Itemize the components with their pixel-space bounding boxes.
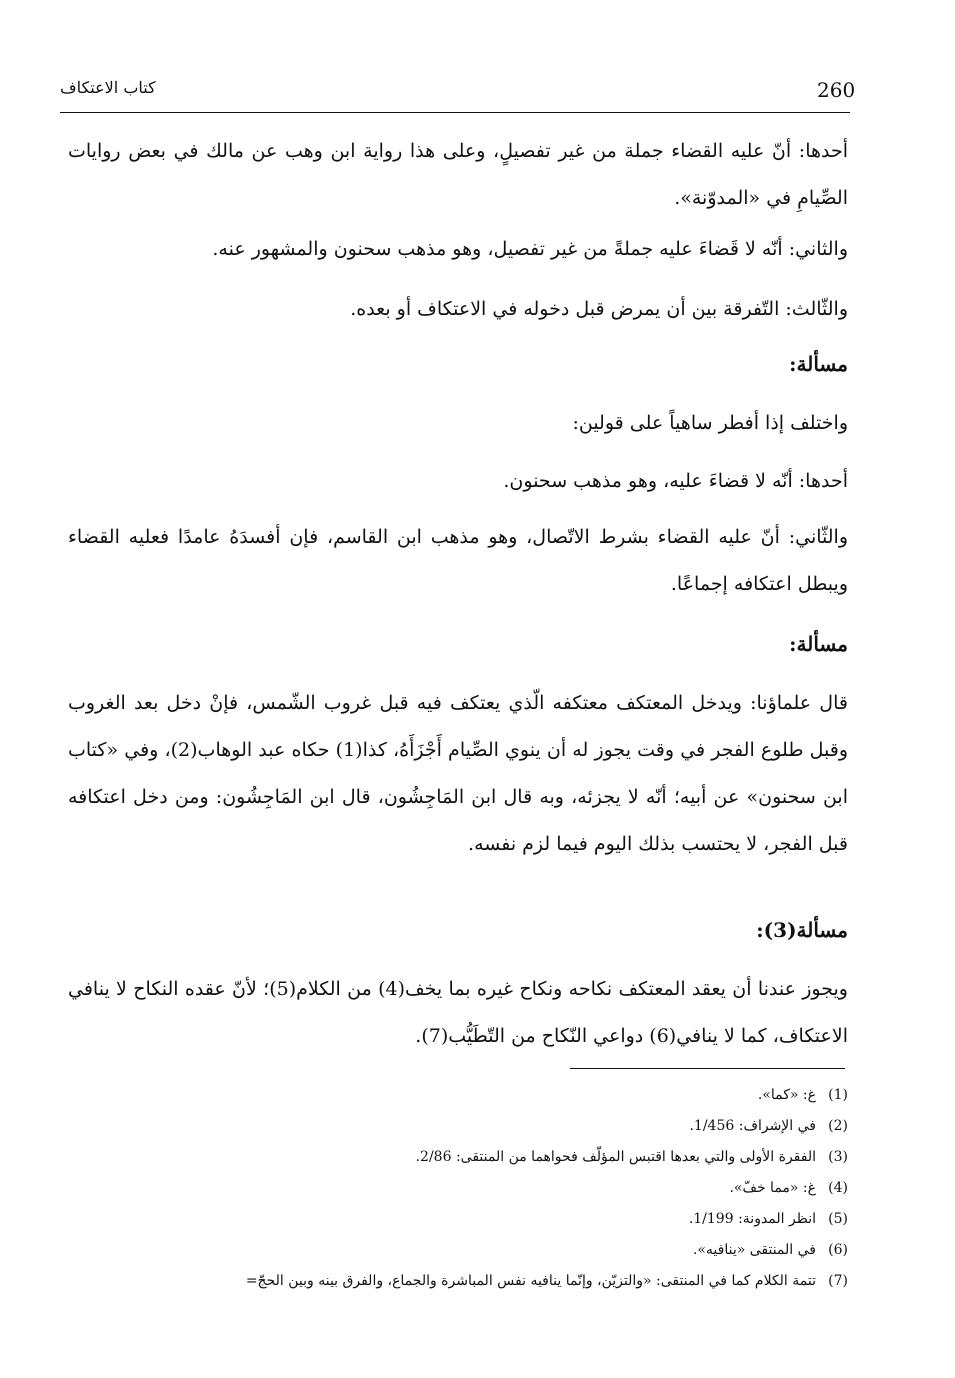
footnote (68, 1111, 848, 1142)
footnote (68, 1266, 848, 1297)
footnote-number: (2) (828, 1118, 848, 1134)
paragraph-opinion-one: أحدها: أنّه لا قضاءَ عليه، وهو مذهب سحنون. (503, 470, 848, 492)
footnote-text: الفقرة الأولى والتي بعدها اقتبس المؤلّف فحواهما من المنتقى: 2/86. (415, 1149, 816, 1165)
footnote-text: غ: «كما». (757, 1087, 816, 1103)
footnotes (68, 1080, 848, 1297)
paragraph-third-opinion: والثّالث: التّفرقة بين أن يمرض قبل دخوله في الاعتكاف أو بعده. (350, 298, 848, 320)
header-rule (60, 112, 850, 113)
footnote (68, 1204, 848, 1235)
footnote-number: (1) (828, 1087, 848, 1103)
paragraph-opinion-two: والثّاني: أنّ عليه القضاء بشرط الاتّصال، وهو مذهب ابن القاسم، فإن أفسدَهُ عامدًا فعليه القضاء ويبطل اعتكافه إجماعًا. (68, 526, 848, 595)
footnote-number: (7) (828, 1273, 848, 1289)
footnote-text: في الإشراف: 1/456. (689, 1118, 816, 1134)
paragraph-second-opinion: والثاني: أنّه لا قَضاءَ عليه جملةً من غير تفصيل، وهو مذهب سحنون والمشهور عنه. (212, 238, 848, 260)
footnote-number: (6) (828, 1242, 848, 1258)
paragraph-first-opinion: أحدها: أنّ عليه القضاء جملة من غير تفصيلٍ، وعلى هذا رواية ابن وهب عن مالك في بعض روايات الصِّيامِ في «المدوّنة». (68, 140, 848, 209)
paragraph-scholars: قال علماؤنا: ويدخل المعتكف معتكفه الّذي يعتكف فيه قبل غروب الشّمس، فإنْ دخل بعد الغروب وقبل طلوع الفجر في وقت يجوز له أن ينوي الصِّيام أَجْزَأَهُ، كذا(1) حكاه عبد الوهاب(2)، وفي «كتاب ابن سحنون» عن أبيه؛ أنّه لا يجزئه، وبه قال ابن المَاجِشُون، قال ابن المَاجِشُون: ومن دخل اعتكافه قبل الفجر، لا يحتسب بذلك اليوم فيما لزم نفسه. (68, 692, 848, 855)
page-number: 260 (817, 78, 856, 102)
section-heading: مسألة: (789, 352, 848, 376)
footnote-text: في المنتقى «ينافيه». (692, 1242, 816, 1258)
footnote-number: (5) (828, 1211, 848, 1227)
paragraph-marriage: ويجوز عندنا أن يعقد المعتكف نكاحه ونكاح غيره بما يخف(4) من الكلام(5)؛ لأنّ عقده النكاح لا ينافي الاعتكاف، كما لا ينافي(6) دواعي النّكاح من التّطَيُّب(7). (68, 978, 848, 1047)
page-header (60, 72, 856, 112)
footnote-text: تتمة الكلام كما في المنتقى: «والتزيّن، وإنّما ينافيه نفس المباشرة والجماع، والفرق بينه وبين الحجّ= (245, 1273, 816, 1289)
footnote-number: (4) (828, 1180, 848, 1196)
paragraph-intro: واختلف إذا أفطر ساهياً على قولين: (572, 412, 848, 434)
footnote-number: (3) (828, 1149, 848, 1165)
footnote (68, 1173, 848, 1204)
footnote (68, 1080, 848, 1111)
section-heading: مسألة: (789, 632, 848, 656)
running-title: كتاب الاعتكاف (60, 78, 156, 97)
footnote (68, 1235, 848, 1266)
footnote-rule (570, 1068, 845, 1069)
footnote-text: انظر المدونة: 1/199. (688, 1211, 816, 1227)
section-heading: مسألة(3): (756, 918, 848, 942)
footnote (68, 1142, 848, 1173)
footnote-text: غ: «مما خفّ». (729, 1180, 816, 1196)
